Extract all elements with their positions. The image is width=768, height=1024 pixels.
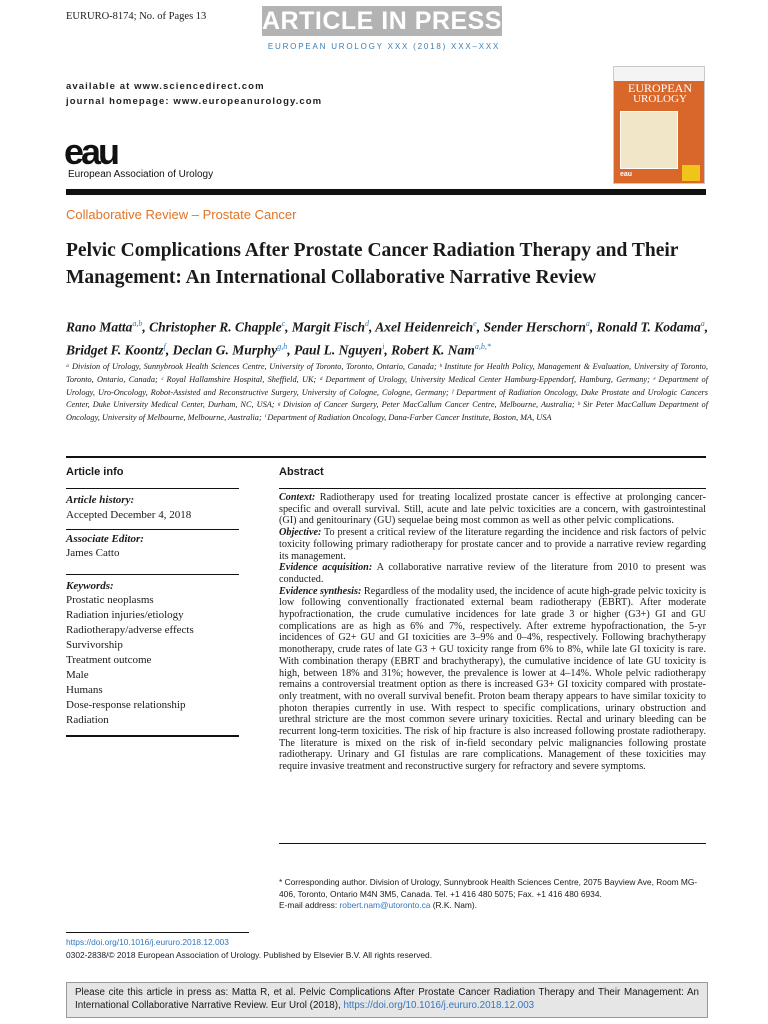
keyword: Male: [66, 669, 89, 681]
citation-doi-link[interactable]: https://doi.org/10.1016/j.eururo.2018.12.003: [343, 1000, 535, 1011]
author-name[interactable]: Bridget F. Koontz: [66, 342, 164, 357]
accepted-date: Accepted December 4, 2018: [66, 509, 192, 521]
author-affiliation-marker[interactable]: d: [365, 319, 370, 328]
author-affiliation-marker[interactable]: a,b: [132, 319, 143, 328]
article-info-heading: Article info: [66, 466, 124, 478]
cover-illustration: [620, 111, 678, 169]
author-name[interactable]: Robert K. Nam: [391, 342, 475, 357]
keyword: Radiation injuries/etiology: [66, 609, 184, 621]
cover-header-strip: [614, 67, 705, 81]
abstract-rule: [279, 488, 706, 489]
cover-title: EUROPEAN: [627, 81, 692, 95]
author-name[interactable]: Axel Heidenreich: [375, 319, 474, 335]
eau-logo-caption: European Association of Urology: [68, 169, 214, 180]
abstract-acquisition: Evidence acquisition: A collaborative narrative review of the literature from 2010 to present was conducted.: [279, 562, 706, 585]
article-section-label: Collaborative Review – Prostate Cancer: [66, 207, 297, 222]
author-affiliation-marker[interactable]: e: [473, 319, 477, 328]
keyword: Radiation: [66, 714, 109, 726]
footer-rule: [66, 932, 249, 933]
body-divider: [66, 456, 706, 458]
article-in-press-banner: ARTICLE IN PRESS: [262, 7, 502, 35]
author-affiliation-marker[interactable]: a: [700, 319, 705, 328]
svg-text:eau: eau: [64, 136, 118, 168]
header-divider: [66, 189, 706, 195]
abstract-objective: Objective: To present a critical review of the literature regarding the incidence and risk factors of pelvic toxicity following primary radiotherapy for prostate cancer and to provide a narrative review regarding its management.: [279, 527, 706, 562]
associate-editor-label: Associate Editor:: [66, 533, 144, 545]
author-affiliation-marker[interactable]: a: [585, 319, 590, 328]
journal-line: EUROPEAN UROLOGY XXX (2018) XXX–XXX: [267, 42, 501, 51]
keyword: Prostatic neoplasms: [66, 594, 154, 606]
author-name[interactable]: Ronald T. Kodama: [596, 319, 701, 335]
article-info-rule: [66, 488, 239, 489]
author-affiliation-marker[interactable]: g,h: [277, 341, 288, 351]
keyword: Dose-response relationship: [66, 699, 186, 711]
keyword: Humans: [66, 684, 103, 696]
keyword: Radiotherapy/adverse effects: [66, 624, 194, 636]
sciencedirect-link[interactable]: available at www.sciencedirect.com: [66, 81, 265, 92]
corresponding-author-note: * Corresponding author. Division of Urology, Sunnybrook Health Sciences Centre, 2075 Bayview Ave, Room MG-406, Toronto, Ontario M4N 3M5, Canada. Tel. +1 416 480 5075; Fax. +1 416 480 6934. E-mail address: robert.nam@utoronto.ca (R.K. Nam).: [279, 877, 698, 910]
abstract-heading: Abstract: [279, 466, 324, 478]
eau-logo: [64, 136, 224, 184]
article-info-rule: [66, 574, 239, 575]
author-name[interactable]: Christopher R. Chapple: [149, 319, 282, 335]
journal-homepage-link[interactable]: journal homepage: www.europeanurology.com: [66, 96, 323, 107]
keywords-list: [66, 593, 194, 728]
author-affiliation-marker[interactable]: c: [281, 319, 286, 328]
eau-logo-icon: [64, 136, 142, 168]
author-affiliation-marker[interactable]: i: [382, 341, 385, 351]
author-name[interactable]: Sender Herschorn: [483, 319, 586, 335]
article-title: Pelvic Complications After Prostate Cancer Radiation Therapy and Their Management: An International Collaborative Narrative Review: [66, 240, 679, 288]
keyword: Treatment outcome: [66, 654, 152, 666]
author-name[interactable]: Declan G. Murphy: [172, 342, 278, 357]
abstract-bottom-rule: [279, 843, 706, 844]
cover-subtitle: UROLOGY: [633, 93, 687, 105]
author-name[interactable]: Margit Fisch: [291, 319, 366, 335]
manuscript-id: EURURO-8174; No. of Pages 13: [66, 11, 207, 22]
article-info-rule: [66, 529, 239, 530]
abstract-context: Context: Radiotherapy used for treating localized prostate cancer is effective at prolonging cancer-specific and overall survival. Still, acute and late pelvic toxicities are a concern, with gastrointestinal (GI) and genitourinary (GU) sequelae being most common as well as other pelvic complications.: [279, 492, 706, 527]
keyword: Survivorship: [66, 639, 123, 651]
affiliations: ᵃ Division of Urology, Sunnybrook Health Sciences Centre, University of Toronto, Toronto, Ontario, Canada; ᵇ Institute for Health Policy, Management & Evaluation, University of Toronto, Toronto, Ontario, Canada; ᶜ Royal Hallamshire Hospital, Sheffield, UK; ᵈ Department of Urology, University Medical Center Hamburg-Eppendorf, Hamburg, Germany; ᵉ Department of Urology, Uro-Oncology, Robot-Assisted and Reconstructive Surgery, University of Cologne, Cologne, Germany; ᶠ Department of Radiation Oncology, Duke Prostate and Urologic Cancers Center, Duke University Medical Center, Durham, NC, USA; ᵍ Division of Cancer Surgery, Peter MacCallum Cancer Centre, Melbourne, Australia; ʰ Sir Peter MacCallum Department of Oncology, University of Melbourne, Melbourne, Australia; ⁱ Department of Radiation Oncology, Dana-Farber Cancer Institute, Boston, MA, USA: [66, 362, 708, 423]
cover-eau-mark: eau: [620, 171, 633, 178]
associate-editor-name: James Catto: [66, 547, 120, 559]
article-history-label: Article history:: [66, 494, 135, 506]
email-link[interactable]: robert.nam@utoronto.ca: [339, 900, 431, 910]
abstract-body: [279, 492, 706, 773]
doi-link[interactable]: https://doi.org/10.1016/j.eururo.2018.12.003: [66, 937, 229, 947]
abstract-synthesis: Evidence synthesis: Regardless of the modality used, the incidence of acute high-grade pelvic toxicity is low following conventionally fractionated external beam radiotherapy (EBRT). After moderate hypofractionation, the crude cumulative incidences for late grade 3 or higher (G3+) GI and GU complications are as high as 6% and 7%, respectively. After extreme hypofractionation, the 5-yr incidences of G2+ GU and GI toxicities are 3–9% and 0–4%, respectively. Following brachytherapy monotherapy, crude rates of late G3 + GU toxicity range from 6% to 8%, while late GI toxicity is rare. With combination therapy (EBRT and brachytherapy), the cumulative incidence of late GU toxicity is high, between 18% and 31%; however, the prevalence is lower at 4–14%. Whole pelvic radiotherapy remains a controversial treatment option as there is increased G3+ GI toxicity compared with prostate-only treatment, with no overall survival benefit. Proton beam therapy appears to have similar toxicity to photon therapies currently in use. With respect to specific complications, urinary obstruction and urethral stricture are the most common severe urinary toxicities. Rectal and urinary bleeding can be recurrent long-term toxicities. The risk of hip fracture is also increased following prostate radiotherapy. The literature is mixed on the risk of in-field secondary pelvic malignancies following prostate radiotherapy. Urinary and GI fistulas are rare complications. Management of these toxicities may require invasive treatment and reconstructive surgery for refractory and severe symptoms.: [279, 585, 707, 773]
copyright-notice: 0302-2838/© 2018 European Association of Urology. Published by Elsevier B.V. All rights reserved.: [66, 950, 433, 960]
author-affiliation-marker[interactable]: f: [163, 341, 166, 351]
keywords-label: Keywords:: [66, 580, 114, 592]
author-name[interactable]: Paul L. Nguyen: [294, 342, 383, 357]
author-name[interactable]: Rano Matta: [66, 319, 133, 335]
author-affiliation-marker[interactable]: a,b,*: [474, 341, 491, 351]
author-list: Rano Matta$^{a,b}$, Christopher R. Chapple$^c$, Margit Fisch$^d$, Axel Heidenreich$^e$, Sender Herschorn$^a$, Ronald T. Kodama$^a$, Bridget F. Koontz$^f$, Declan G. Murphy$^{g,h}$, Paul L. Nguyen$^i$, Robert K. Nam$^{a,b,*}$: [66, 319, 709, 357]
citation-box: Please cite this article in press as: Matta R, et al. Pelvic Complications After Prostate Cancer Radiation Therapy and Their Management: An International Collaborative Narrative Review. Eur Urol (2018), https://doi.org/10.1016/j.eururo.2018.12.003: [66, 982, 708, 1018]
cover-badge: [682, 165, 700, 181]
journal-cover-image[interactable]: [613, 66, 705, 184]
article-info-bottom-rule: [66, 735, 239, 737]
